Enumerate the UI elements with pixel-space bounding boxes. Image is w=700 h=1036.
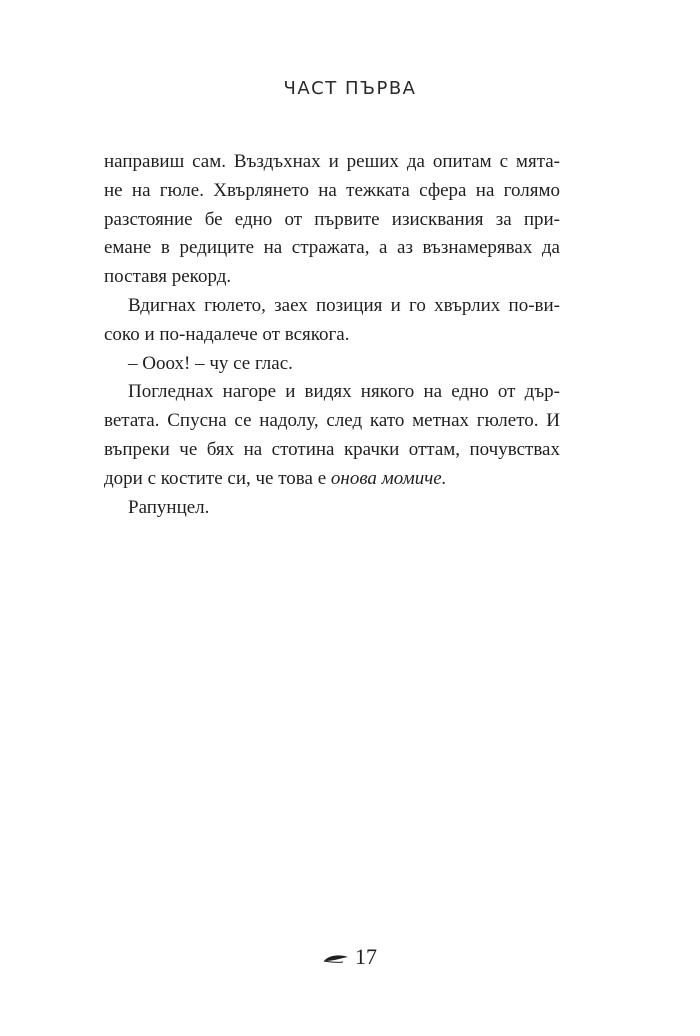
leaf-ornament-icon: [323, 953, 349, 965]
text-line: разстояние бе едно от първите изисквания за при-: [104, 208, 560, 230]
text-line: не на гюле. Хвърлянето на тежката сфера на голямо: [104, 179, 560, 201]
text-line: въпреки че бях на стотина крачки оттам, почувствах: [104, 438, 560, 460]
paragraph-1: [104, 148, 560, 292]
text-line: – Ооох! – чу се глас.: [128, 352, 293, 374]
text-line: Погледнах нагоре и видях някого на едно от дър-: [128, 381, 560, 403]
text-line: поставя рекорд.: [104, 266, 232, 288]
text-line: направиш сам. Въздъхнах и реших да опитам с мята-: [104, 151, 560, 172]
paragraph-5: [104, 494, 560, 523]
paragraph-2: [104, 292, 560, 350]
page-footer: [0, 944, 700, 970]
text-line: [104, 465, 560, 494]
body-text: [104, 148, 560, 522]
paragraph-4: [104, 378, 560, 493]
text-line: соко и по-надалече от всякога.: [104, 323, 350, 345]
running-header: ЧАСТ ПЪРВА: [283, 78, 417, 99]
paragraph-3: [104, 350, 560, 379]
italic-phrase: онова момиче.: [330, 467, 447, 489]
text-line: Вдигнах гюлето, заех позиция и го хвърлих по-ви-: [128, 294, 560, 316]
text-line: Рапунцел.: [128, 496, 210, 518]
text-line: ветата. Спусна се надолу, след като метнах гюлето. И: [104, 410, 560, 432]
text-line: емане в редиците на стражата, а аз възнамерявах да: [104, 237, 560, 259]
page-number: 17: [355, 944, 377, 969]
text-segment: дори с костите си, че това е: [104, 467, 331, 489]
